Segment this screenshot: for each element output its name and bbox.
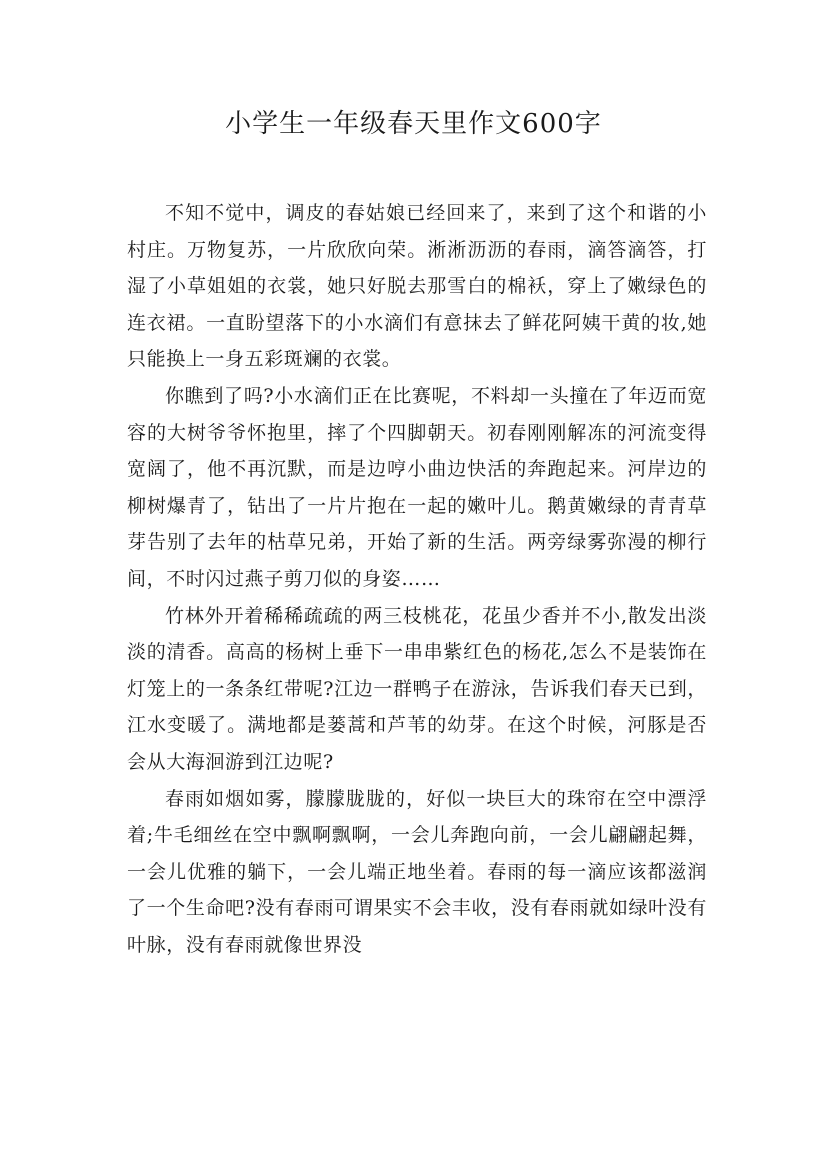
paragraph-2: 你瞧到了吗?小水滴们正在比赛呢，不料却一头撞在了年迈而宽容的大树爷爷怀抱里，摔了个四脚朝天。初春刚刚解冻的河流变得宽阔了，他不再沉默，而是边哼小曲边快活的奔跑起来。河岸边的柳树爆青了，钻出了一片片抱在一起的嫩叶儿。鹅黄嫩绿的青青草芽告别了去年的枯草兄弟，开始了新的生活。两旁绿雾弥漫的柳行间，不时闪过燕子剪刀似的身姿……	[127, 384, 707, 590]
document-body	[127, 195, 707, 963]
paragraph-3: 竹林外开着稀稀疏疏的两三枝桃花，花虽少香并不小,散发出淡淡的清香。高高的杨树上垂下一串串紫红色的杨花,怎么不是装饰在灯笼上的一条条红带呢?江边一群鸭子在游泳，告诉我们春天已到，江水变暖了。满地都是蒌蒿和芦苇的幼芽。在这个时候，河豚是否会从大海洄游到江边呢?	[127, 604, 707, 773]
paragraph-1: 不知不觉中，调皮的春姑娘已经回来了，来到了这个和谐的小村庄。万物复苏，一片欣欣向荣。淅淅沥沥的春雨，滴答滴答，打湿了小草姐姐的衣裳，她只好脱去那雪白的棉袄，穿上了嫩绿色的连衣裙。一直盼望落下的小水滴们有意抹去了鲜花阿姨干黄的妆,她只能换上一身五彩斑斓的衣裳。	[127, 202, 707, 371]
document-title: 小学生一年级春天里作文600字	[225, 109, 602, 139]
paragraph-4: 春雨如烟如雾，朦朦胧胧的，好似一块巨大的珠帘在空中漂浮着;牛毛细丝在空中飘啊飘啊，一会儿奔跑向前，一会儿翩翩起舞，一会儿优雅的躺下，一会儿端正地坐着。春雨的每一滴应该都滋润了一个生命吧?没有春雨可谓果实不会丰收，没有春雨就如绿叶没有叶脉，没有春雨就像世界没	[127, 787, 707, 956]
